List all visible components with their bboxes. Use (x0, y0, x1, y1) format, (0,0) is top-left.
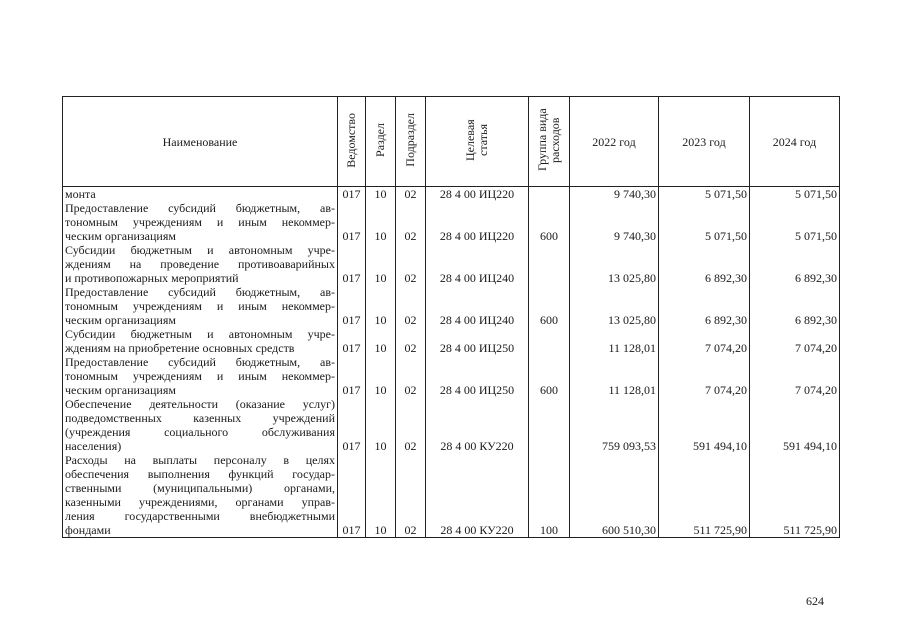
expense-group-cell: 100 (529, 453, 570, 538)
col-header-section: Раздел (366, 97, 396, 187)
row-name-cell (63, 397, 338, 453)
row-name-line: тономным учреждениям и иным некоммер- (65, 215, 335, 229)
budget-table (62, 96, 840, 538)
row-name-line: тономным учреждениям и иным некоммер- (65, 299, 335, 313)
row-name-line: ческим организациям (65, 229, 176, 243)
amount-2024-cell: 5 071,50 (750, 201, 840, 243)
table-row (63, 285, 840, 327)
amount-2024-cell: 7 074,20 (750, 355, 840, 397)
row-name-line: казенными учреждениями, органами управ- (65, 495, 335, 509)
table-row (63, 453, 840, 538)
row-name-cell (63, 327, 338, 355)
target-article-cell: 28 4 00 ИЦ240 (426, 243, 529, 285)
row-name-line: ждениям на проведение противоаварийных (65, 257, 335, 271)
expense-group-cell (529, 243, 570, 285)
col-header-subsection: Подраздел (396, 97, 426, 187)
table-row (63, 355, 840, 397)
department-cell: 017 (338, 187, 366, 202)
row-name-cell (63, 453, 338, 538)
section-cell: 10 (366, 397, 396, 453)
amount-2024-cell: 6 892,30 (750, 243, 840, 285)
row-name-line: ления государственными внебюджетными (65, 509, 335, 523)
amount-2024-cell: 5 071,50 (750, 187, 840, 202)
row-name-line: (учреждения социального обслуживания (65, 425, 335, 439)
row-name-line: Предоставление субсидий бюджетным, ав- (65, 285, 335, 299)
amount-2023-cell: 6 892,30 (659, 243, 750, 285)
table-row (63, 327, 840, 355)
section-cell: 10 (366, 285, 396, 327)
department-cell: 017 (338, 243, 366, 285)
amount-2023-cell: 5 071,50 (659, 187, 750, 202)
table-row (63, 243, 840, 285)
section-cell: 10 (366, 243, 396, 285)
subsection-cell: 02 (396, 355, 426, 397)
row-name-line: Расходы на выплаты персоналу в целях (65, 453, 335, 467)
row-name-line: ждениям на приобретение основных средств (65, 341, 295, 355)
subsection-cell: 02 (396, 201, 426, 243)
row-name-line: фондами (65, 523, 111, 537)
expense-group-cell: 600 (529, 201, 570, 243)
row-name-line: населения) (65, 439, 122, 453)
row-name-cell (63, 187, 338, 202)
target-article-cell: 28 4 00 ИЦ250 (426, 355, 529, 397)
row-name-line: подведомственных казенных учреждений (65, 411, 335, 425)
section-cell: 10 (366, 201, 396, 243)
amount-2022-cell: 11 128,01 (570, 355, 659, 397)
table-row (63, 397, 840, 453)
target-article-cell: 28 4 00 ИЦ250 (426, 327, 529, 355)
section-cell: 10 (366, 453, 396, 538)
department-cell: 017 (338, 355, 366, 397)
amount-2023-cell: 7 074,20 (659, 327, 750, 355)
table-row (63, 187, 840, 202)
subsection-cell: 02 (396, 453, 426, 538)
amount-2023-cell: 511 725,90 (659, 453, 750, 538)
amount-2022-cell: 9 740,30 (570, 187, 659, 202)
target-article-cell: 28 4 00 КУ220 (426, 397, 529, 453)
col-header-2024: 2024 год (750, 97, 840, 187)
amount-2022-cell: 600 510,30 (570, 453, 659, 538)
row-name-line: ческим организациям (65, 313, 176, 327)
section-cell: 10 (366, 327, 396, 355)
amount-2023-cell: 7 074,20 (659, 355, 750, 397)
amount-2022-cell: 11 128,01 (570, 327, 659, 355)
col-header-name: Наименование (63, 97, 338, 187)
department-cell: 017 (338, 397, 366, 453)
row-name-line: Субсидии бюджетным и автономным учре- (65, 327, 335, 341)
row-name-line: и противопожарных мероприятий (65, 271, 239, 285)
row-name-cell (63, 243, 338, 285)
amount-2024-cell: 7 074,20 (750, 327, 840, 355)
amount-2022-cell: 759 093,53 (570, 397, 659, 453)
row-name-line: монта (65, 187, 96, 201)
amount-2024-cell: 6 892,30 (750, 285, 840, 327)
col-header-2023: 2023 год (659, 97, 750, 187)
expense-group-cell: 600 (529, 285, 570, 327)
subsection-cell: 02 (396, 187, 426, 202)
row-name-line: Субсидии бюджетным и автономным учре- (65, 243, 335, 257)
amount-2023-cell: 5 071,50 (659, 201, 750, 243)
department-cell: 017 (338, 453, 366, 538)
table-row (63, 201, 840, 243)
row-name-line: обеспечения выполнения функций государ- (65, 467, 335, 481)
row-name-cell (63, 355, 338, 397)
amount-2022-cell: 13 025,80 (570, 285, 659, 327)
row-name-cell (63, 285, 338, 327)
amount-2024-cell: 591 494,10 (750, 397, 840, 453)
col-header-2022: 2022 год (570, 97, 659, 187)
page-number: 624 (806, 594, 824, 608)
target-article-cell: 28 4 00 ИЦ220 (426, 201, 529, 243)
row-name-line: Предоставление субсидий бюджетным, ав- (65, 355, 335, 369)
department-cell: 017 (338, 201, 366, 243)
expense-group-cell (529, 187, 570, 202)
row-name-line: Обеспечение деятельности (оказание услуг) (65, 397, 335, 411)
department-cell: 017 (338, 285, 366, 327)
col-header-target-article: Целевая статья (426, 97, 529, 187)
subsection-cell: 02 (396, 285, 426, 327)
row-name-line: ственными (муниципальными) органами, (65, 481, 335, 495)
subsection-cell: 02 (396, 327, 426, 355)
row-name-cell (63, 201, 338, 243)
section-cell: 10 (366, 187, 396, 202)
amount-2022-cell: 13 025,80 (570, 243, 659, 285)
target-article-cell: 28 4 00 ИЦ240 (426, 285, 529, 327)
col-header-expense-group: Группа вида расходов (529, 97, 570, 187)
section-cell: 10 (366, 355, 396, 397)
row-name-line: ческим организациям (65, 383, 176, 397)
target-article-cell: 28 4 00 КУ220 (426, 453, 529, 538)
subsection-cell: 02 (396, 397, 426, 453)
row-name-line: тономным учреждениям и иным некоммер- (65, 369, 335, 383)
department-cell: 017 (338, 327, 366, 355)
amount-2022-cell: 9 740,30 (570, 201, 659, 243)
amount-2023-cell: 6 892,30 (659, 285, 750, 327)
table-header-row (63, 97, 840, 187)
col-header-department: Ведомство (338, 97, 366, 187)
row-name-line: Предоставление субсидий бюджетным, ав- (65, 201, 335, 215)
expense-group-cell (529, 397, 570, 453)
expense-group-cell (529, 327, 570, 355)
target-article-cell: 28 4 00 ИЦ220 (426, 187, 529, 202)
subsection-cell: 02 (396, 243, 426, 285)
expense-group-cell: 600 (529, 355, 570, 397)
amount-2023-cell: 591 494,10 (659, 397, 750, 453)
amount-2024-cell: 511 725,90 (750, 453, 840, 538)
